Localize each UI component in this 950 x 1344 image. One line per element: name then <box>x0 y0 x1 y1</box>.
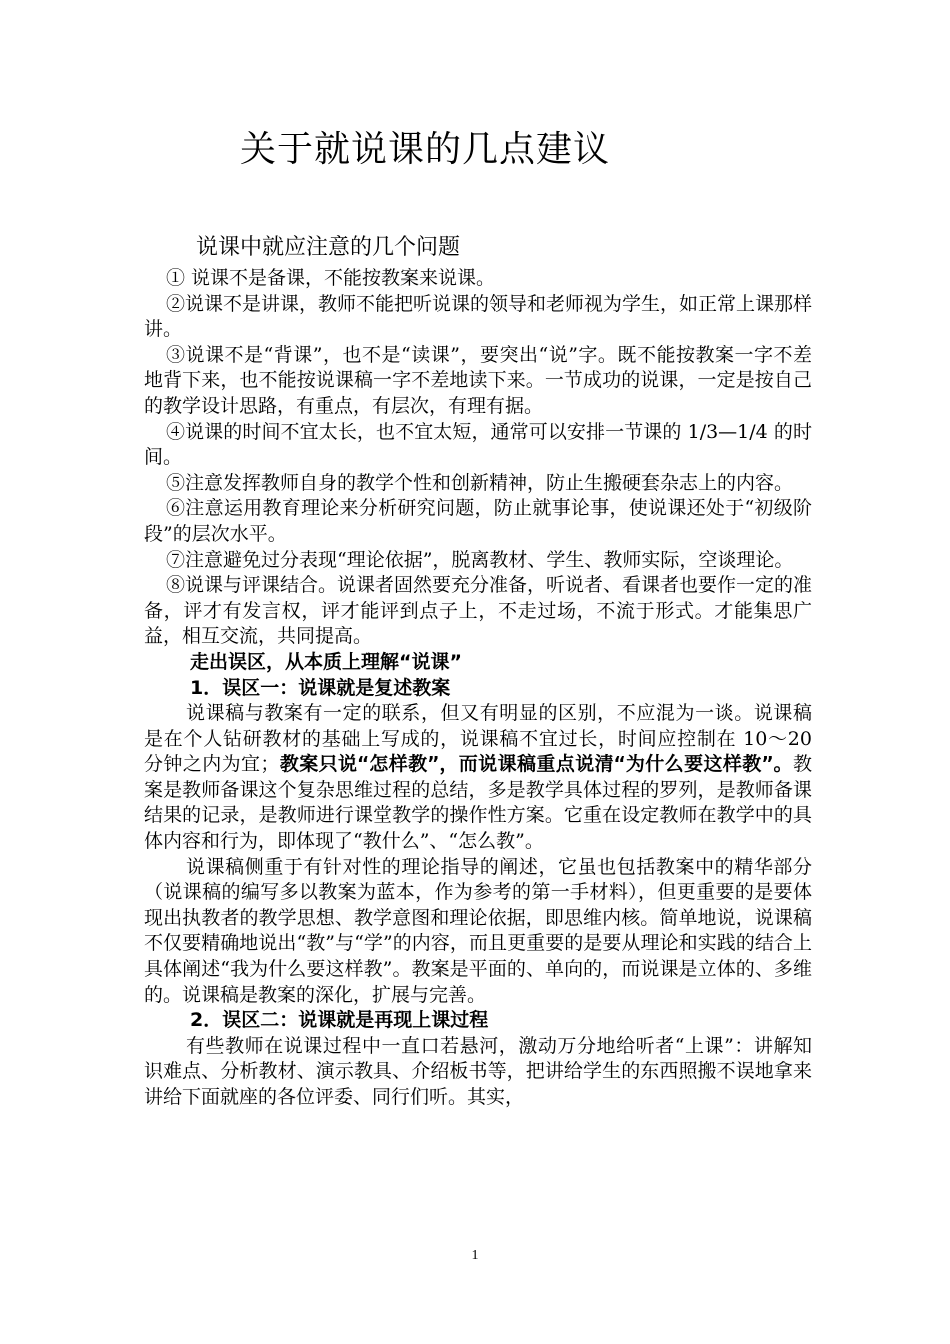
subheading: 走出误区，从本质上理解“说课” <box>190 650 462 673</box>
myth-1-emphasis: 教案只说“怎样教”，而说课稿重点说清“为什么要这样教”。 <box>279 753 793 776</box>
page-number: 1 <box>471 1248 479 1263</box>
section-heading: 说课中就应注意的几个问题 <box>196 235 461 260</box>
document-body <box>144 266 812 1111</box>
document-title: 关于就说课的几点建议 <box>240 129 611 170</box>
point-6: ⑥注意运用教育理论来分析研究问题，防止就事论事，使说课还处于“初级阶段”的层次水平。 <box>144 497 812 545</box>
myth-1-paragraph-2: 说课稿侧重于有针对性的理论指导的阐述，它虽也包括教案中的精华部分（说课稿的编写多以教案为蓝本，作为参考的第一手材料），但更重要的是要体现出执教者的教学思想、教学意图和理论依据，即思维内核。简单地说，说课稿不仅要精确地说出“教”与“学”的内容，而且更重要的是要从理论和实践的结合上具体阐述“我为什么要这样教”。教案是平面的、单向的，而说课是立体的、多维的。说课稿是教案的深化，扩展与完善。 <box>144 855 812 1006</box>
point-5: ⑤注意发挥教师自身的教学个性和创新精神，防止生搬硬套杂志上的内容。 <box>166 471 794 494</box>
point-2: ②说课不是讲课，教师不能把听说课的领导和老师视为学生，如正常上课那样讲。 <box>144 292 813 341</box>
myth-1-text-b: 教案是教师备课这个复杂思维过程的总结，多是教学具体过程的罗列，是教师备课结果的记录，是教师进行课堂教学的操作性方案。它重在设定教师在教学中的具体内容和行为，即体现了“教什么”、“怎么教”。 <box>144 753 812 853</box>
point-4: ④说课的时间不宜太长，也不宜太短，通常可以安排一节课的 1/3—1/4 的时间。 <box>144 420 812 469</box>
point-3: ③说课不是“背课”，也不是“读课”，要突出“说”字。既不能按教案一字不差地背下来，也不能按说课稿一字不差地读下来。一节成功的说课，一定是按自己的教学设计思路，有重点，有层次，有理有据。 <box>144 343 812 417</box>
point-1: ① 说课不是备课，不能按教案来说课。 <box>166 267 496 289</box>
myth-1-heading: 1．误区一：说课就是复述教案 <box>190 676 451 699</box>
myth-1-text-a: 说课稿与教案有一定的联系，但又有明显的区别，不应混为一谈。说课稿是在个人钻研教材的基础上写成的，说课稿不宜过长，时间应控制在 10～20 分钟之内为宜； <box>144 702 812 776</box>
point-7: ⑦注意避免过分表现“理论依据”，脱离教材、学生、教师实际，空谈理论。 <box>166 548 794 571</box>
point-8: ⑧说课与评课结合。说课者固然要充分准备，听说者、看课者也要作一定的准备，评才有发言权，评才能评到点子上，不走过场，不流于形式。才能集思广益，相互交流，共同提高。 <box>144 574 813 648</box>
myth-2-paragraph-1: 有些教师在说课过程中一直口若悬河，激动万分地给听者“上课”：讲解知识难点、分析教材、演示教具、介绍板书等，把讲给学生的东西照搬不误地拿来讲给下面就座的各位评委、同行们听。其实， <box>144 1034 812 1108</box>
myth-1-paragraph-1 <box>144 701 812 855</box>
myth-2-heading: 2．误区二：说课就是再现上课过程 <box>190 1009 489 1032</box>
